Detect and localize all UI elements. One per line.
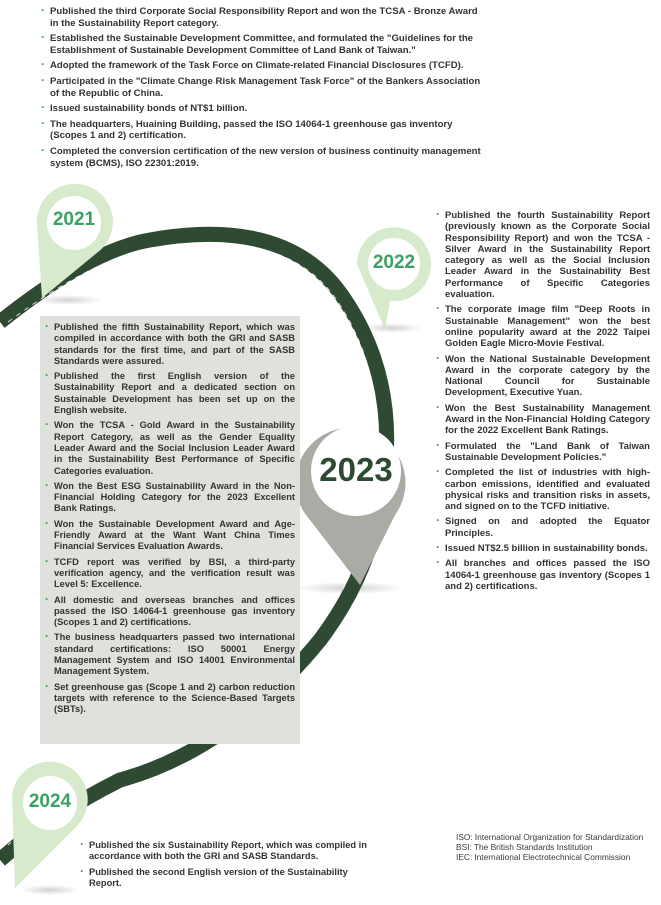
abbreviation-iso: [456, 832, 646, 842]
list-item: · Established the Sustainable Development Committee, and formulated the "Guidelines for the Establishment of Sustainable Development Committee of Land Bank of Taiwan.": [41, 33, 486, 56]
achievements-2024-list: [80, 840, 370, 894]
list-item: · The corporate image film "Deep Roots in Sustainable Management" won the best online popularity award at the 2022 Taipei Golden Eagle Micro-Movie Festival.: [436, 304, 650, 349]
year-2022-label: 2022: [372, 252, 416, 273]
list-item: · TCFD report was verified by BSI, a third-party verification agency, and the verification result was Level 5: Excellence.: [45, 557, 295, 591]
abbreviation-term: ISO:: [456, 832, 473, 842]
abbreviation-term: IEC:: [456, 852, 473, 863]
list-item: · Formulated the "Land Bank of Taiwan Sustainable Development Policies.": [436, 441, 650, 464]
list-item: · The headquarters, Huaining Building, passed the ISO 14064-1 greenhouse gas inventory (Scopes 1 and 2) certification.: [41, 119, 486, 142]
abbreviation-definition: The British Standards Institution: [473, 842, 593, 853]
list-item: · Set greenhouse gas (Scope 1 and 2) carbon reduction targets with reference to the Science-Based Targets (SBTs).: [45, 682, 295, 716]
list-item: · Published the fifth Sustainability Report, which was compiled in accordance with both the GRI and SASB standards for the first time, and part of the SASB Standards were assured.: [45, 322, 295, 367]
achievements-2022-list: [436, 210, 650, 596]
list-item: · Published the fourth Sustainability Report (previously known as the Corporate Social Responsibility Report) and won the TCSA - Silver Award in the Sustainability Report category as well as the Social Inclusion Leader Award in the Sustainability Best Performance of Specific Categories evaluation.: [436, 210, 650, 300]
year-2021-label: 2021: [52, 209, 96, 230]
list-item: · Won the Sustainable Development Award and Age-Friendly Award at the Want Want China Times Financial Services Evaluation Awards.: [45, 519, 295, 553]
list-item: · Issued NT$2.5 billion in sustainability bonds.: [436, 543, 650, 554]
list-item: · Completed the list of industries with high-carbon emissions, identified and evaluated physical risks and transition risks in assets, and signed on to the TCFD initiative.: [436, 467, 650, 512]
abbreviation-definition: International Organization for Standardization: [474, 832, 644, 842]
achievements-2021-list: [41, 6, 486, 173]
year-2024-label: 2024: [28, 791, 72, 812]
abbreviation-bsi: [456, 842, 646, 852]
abbreviation-notes: [456, 832, 646, 863]
year-2023-label: 2023: [319, 451, 393, 488]
achievements-2023-list: [45, 322, 295, 720]
list-item: · Adopted the framework of the Task Force on Climate-related Financial Disclosures (TCFD).: [41, 60, 486, 72]
list-item: · Participated in the "Climate Change Risk Management Task Force" of the Bankers Association of the Republic of China.: [41, 76, 486, 99]
list-item: · Won the TCSA - Gold Award in the Sustainability Report Category, as well as the Gender Equality Leader Award and the Social Inclusion Leader Award in the Sustainability Best Performance of Specific Categories evaluation.: [45, 420, 295, 476]
list-item: · Won the National Sustainable Development Award in the corporate category by the National Council for Sustainable Development, Executive Yuan.: [436, 354, 650, 399]
list-item: · Published the second English version of the Sustainability Report.: [80, 867, 370, 890]
list-item: · All domestic and overseas branches and offices passed the ISO 14064-1 greenhouse gas inventory (Scopes 1 and 2) certifications.: [45, 595, 295, 629]
abbreviation-iec: [456, 852, 646, 862]
list-item: · Published the third Corporate Social Responsibility Report and won the TCSA - Bronze Award in the Sustainability Report category.: [41, 6, 486, 29]
list-item: · Signed on and adopted the Equator Principles.: [436, 516, 650, 539]
list-item: · Won the Best Sustainability Management Award in the Non-Financial Holding Category for the 2022 Excellent Bank Ratings.: [436, 403, 650, 437]
list-item: · The business headquarters passed two international standard certifications: ISO 50001 Energy Management System and ISO 14001 Environmental Management System.: [45, 632, 295, 677]
list-item: · Published the first English version of the Sustainability Report and a dedicated section on Sustainable Development has been set up on the English website.: [45, 371, 295, 416]
list-item: · Published the six Sustainability Report, which was compiled in accordance with both the GRI and SASB Standards.: [80, 840, 370, 863]
list-item: · Won the Best ESG Sustainability Award in the Non-Financial Holding Category for the 2023 Excellent Bank Ratings.: [45, 481, 295, 515]
list-item: · Issued sustainability bonds of NT$1 billion.: [41, 103, 486, 115]
abbreviation-term: BSI:: [456, 842, 472, 853]
list-item: · Completed the conversion certification of the new version of business continuity management system (BCMS), ISO 22301:2019.: [41, 146, 486, 169]
list-item: · All branches and offices passed the ISO 14064-1 greenhouse gas inventory (Scopes 1 and 2) certifications.: [436, 558, 650, 592]
shadow-2024: [20, 885, 80, 895]
abbreviation-definition: International Electrotechnical Commission: [474, 852, 631, 863]
